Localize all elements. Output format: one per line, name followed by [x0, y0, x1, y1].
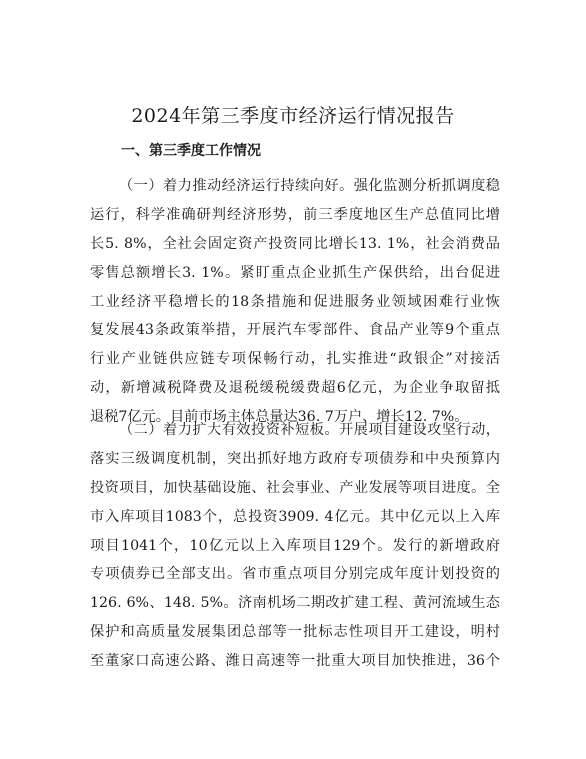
paragraph-economic-operation — [90, 172, 500, 432]
paragraph-line: 行业产业链供应链专项保畅行动，扎实推进“政银企”对接活 — [90, 351, 500, 368]
paragraph-line: 长5. 8%，全社会固定资产投资同比增长13. 1%，社会消费品 — [90, 235, 500, 252]
paragraph-line: 保护和高质量发展集团总部等一批标志性项目开工建设，明村 — [90, 624, 500, 641]
paragraph-line: 运行，科学准确研判经济形势，前三季度地区生产总值同比增 — [90, 206, 500, 223]
paragraph-line: 退税7亿元。目前市场主体总量达36. 7万户、增长12. 7%。 — [90, 409, 469, 426]
paragraph-line: 复发展43条政策举措，开展汽车零部件、食品产业等9个重点 — [90, 322, 500, 339]
paragraph-line: （二）着力扩大有效投资补短板。开展项目建设攻坚行动， — [119, 422, 500, 438]
paragraph-line: 至董家口高速公路、潍日高速等一批重大项目加快推进，36个 — [90, 653, 500, 670]
document-title: 2024年第三季度市经济运行情况报告 — [131, 105, 455, 127]
paragraph-line: 项目1041个，10亿元以上入库项目129个。发行的新增政府 — [90, 537, 500, 554]
paragraph-effective-investment — [90, 416, 500, 676]
paragraph-line: 126. 6%、148. 5%。济南机场二期改扩建工程、黄河流域生态 — [90, 595, 500, 612]
paragraph-line: 专项债券已全部支出。省市重点项目分别完成年度计划投资的 — [90, 566, 500, 583]
paragraph-line: 落实三级调度机制，突出抓好地方政府专项债券和中央预算内 — [90, 450, 500, 467]
paragraph-line: 投资项目，加快基础设施、社会事业、产业发展等项目进度。全 — [90, 479, 500, 496]
paragraph-line: 工业经济平稳增长的18条措施和促进服务业领域困难行业恢 — [90, 293, 500, 310]
section-heading: 一、第三季度工作情况 — [121, 143, 261, 159]
paragraph-line: 零售总额增长3. 1%。紧盯重点企业抓生产保供给，出台促进 — [90, 264, 500, 281]
paragraph-line: （一）着力推动经济运行持续向好。强化监测分析抓调度稳 — [119, 178, 500, 194]
paragraph-line: 市入库项目1083个，总投资3909. 4亿元。其中亿元以上入库 — [90, 508, 500, 525]
paragraph-line: 动，新增减税降费及退税缓税缓费超6亿元，为企业争取留抵 — [90, 380, 500, 397]
